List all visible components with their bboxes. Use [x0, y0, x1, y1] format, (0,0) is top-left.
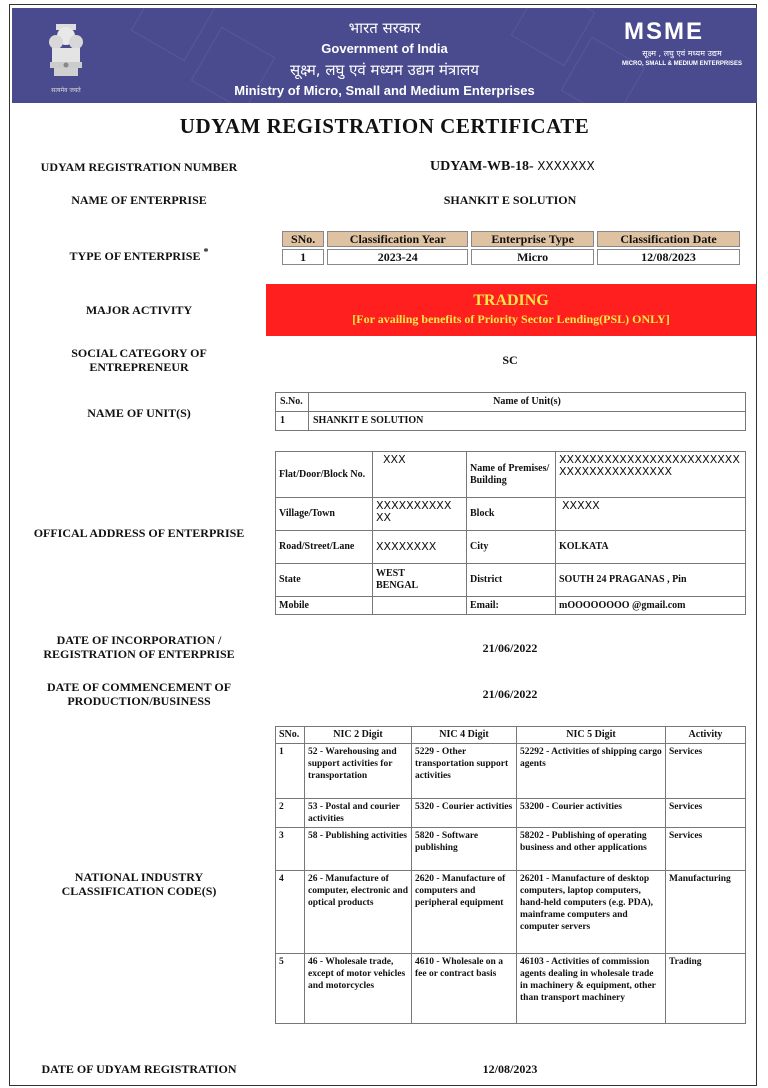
incorporation-date-label [20, 633, 258, 661]
government-english: Government of India [321, 41, 448, 56]
commencement-date-label-line1: DATE OF COMMENCEMENT OF [46, 680, 232, 694]
nic-2digit: 58 - Publishing activities [305, 828, 412, 871]
units-header-name: Name of Unit(s) [309, 393, 746, 412]
premises-label: Name of Premises/ Building [467, 452, 556, 498]
nic-sno: 2 [276, 799, 305, 828]
premises-value-line2: XXXXXXXXXXXXXXX [559, 465, 673, 478]
premises-value [556, 452, 746, 498]
table-row [276, 799, 746, 828]
road-label: Road/Street/Lane [276, 531, 373, 564]
nic-header-2digit: NIC 2 Digit [305, 727, 412, 744]
road-value: XXXXXXXX [373, 531, 467, 564]
social-category-label-line2: ENTREPRENEUR [89, 360, 189, 374]
classification-header-type: Enterprise Type [471, 231, 594, 247]
village-value [373, 498, 467, 531]
enterprise-name-value: SHANKIT E SOLUTION [443, 193, 577, 207]
classification-type: Micro [471, 249, 594, 265]
reg-number-suffix: XXXXXXX [537, 159, 595, 173]
government-hindi: भारत सरकार [348, 19, 421, 37]
nic-5digit: 26201 - Manufacture of desktop computers, laptop computers, hand-held computers (e.g. PDA), mainframe computers and computer servers [517, 871, 666, 954]
commencement-date-value: 21/06/2022 [482, 687, 538, 701]
nic-header-activity: Activity [666, 727, 746, 744]
state-value-line2: BENGAL [376, 580, 419, 591]
commencement-date-label [20, 680, 258, 708]
msme-logo: MSME [624, 18, 704, 45]
nic-header-5digit: NIC 5 Digit [517, 727, 666, 744]
nic-header-sno: SNo. [276, 727, 305, 744]
social-category-label-line1: SOCIAL CATEGORY OF [71, 346, 207, 360]
nic-5digit: 53200 - Courier activities [517, 799, 666, 828]
units-header-sno: S.No. [276, 393, 309, 412]
district-value: SOUTH 24 PRAGANAS , Pin [556, 564, 746, 597]
table-row [276, 744, 746, 799]
nic-activity: Manufacturing [666, 871, 746, 954]
email-label: Email: [467, 597, 556, 615]
incorporation-date-value: 21/06/2022 [482, 641, 538, 655]
classification-header-sno: SNo. [282, 231, 324, 247]
ministry-hindi: सूक्ष्म, लघु एवं मध्यम उद्यम मंत्रालय [290, 61, 479, 79]
nic-5digit: 46103 - Activities of commission agents dealing in wholesale trade in machinery & equipment, other than transport machinery [517, 954, 666, 1024]
classification-header-year: Classification Year [327, 231, 468, 247]
enterprise-type-label [20, 246, 258, 263]
state-label: State [276, 564, 373, 597]
village-value-line1: XXXXXXXXXX [376, 499, 452, 512]
unit-sno: 1 [276, 412, 309, 431]
village-value-line2: XX [376, 511, 392, 524]
classification-date: 12/08/2023 [597, 249, 740, 265]
nic-5digit: 58202 - Publishing of operating business and other applications [517, 828, 666, 871]
nic-4digit: 2620 - Manufacture of computers and peripheral equipment [412, 871, 517, 954]
ministry-english: Ministry of Micro, Small and Medium Enterprises [234, 83, 535, 98]
nic-4digit: 5820 - Software publishing [412, 828, 517, 871]
flat-value: XXX [373, 452, 467, 498]
enterprise-type-mark: * [203, 247, 209, 258]
emblem-caption: सत्यमेव जयते [51, 87, 81, 94]
major-activity-subtitle: [For availing benefits of Priority Sector Lending(PSL) ONLY] [352, 312, 670, 326]
commencement-date-label-line2: PRODUCTION/BUSINESS [67, 694, 211, 708]
enterprise-type-label-text: TYPE OF ENTERPRISE [69, 249, 201, 263]
city-label: City [467, 531, 556, 564]
table-row [276, 828, 746, 871]
major-activity-label: MAJOR ACTIVITY [85, 303, 193, 317]
nic-sno: 3 [276, 828, 305, 871]
unit-name: SHANKIT E SOLUTION [309, 412, 746, 431]
msme-english: MICRO, SMALL & MEDIUM ENTERPRISES [622, 61, 742, 67]
nic-label-line1: NATIONAL INDUSTRY [74, 870, 204, 884]
flat-label: Flat/Door/Block No. [276, 452, 373, 498]
nic-activity: Services [666, 799, 746, 828]
social-category-value: SC [502, 353, 518, 367]
major-activity-box [266, 284, 756, 336]
nic-5digit: 52292 - Activities of shipping cargo agents [517, 744, 666, 799]
nic-4digit: 4610 - Wholesale on a fee or contract basis [412, 954, 517, 1024]
nic-sno: 1 [276, 744, 305, 799]
city-value: KOLKATA [556, 531, 746, 564]
nic-2digit: 53 - Postal and courier activities [305, 799, 412, 828]
village-label: Village/Town [276, 498, 373, 531]
nic-header-4digit: NIC 4 Digit [412, 727, 517, 744]
district-label: District [467, 564, 556, 597]
nic-sno: 5 [276, 954, 305, 1024]
nic-label [20, 870, 258, 898]
nic-2digit: 26 - Manufacture of computer, electronic and optical products [305, 871, 412, 954]
classification-sno: 1 [282, 249, 324, 265]
state-value [373, 564, 467, 597]
reg-number-prefix: UDYAM-WB-18- [430, 159, 534, 174]
units-label: NAME OF UNIT(S) [87, 406, 191, 420]
block-label: Block [467, 498, 556, 531]
major-activity-title: TRADING [473, 292, 549, 309]
nic-4digit: 5320 - Courier activities [412, 799, 517, 828]
enterprise-name-label: NAME OF ENTERPRISE [71, 193, 207, 207]
msme-hindi: सूक्ष्म , लघु एवं मध्यम उद्यम [642, 49, 722, 58]
units-table [275, 392, 746, 431]
nic-4digit: 5229 - Other transportation support activities [412, 744, 517, 799]
udyam-date-value: 12/08/2023 [482, 1062, 538, 1076]
classification-header-date: Classification Date [597, 231, 740, 247]
incorporation-date-label-line2: REGISTRATION OF ENTERPRISE [43, 647, 235, 661]
mobile-label: Mobile [276, 597, 373, 615]
nic-2digit: 46 - Wholesale trade, except of motor vehicles and motorcycles [305, 954, 412, 1024]
address-table [275, 451, 746, 615]
nic-label-line2: CLASSIFICATION CODE(S) [61, 884, 217, 898]
certificate-title: UDYAM REGISTRATION CERTIFICATE [179, 114, 590, 138]
nic-sno: 4 [276, 871, 305, 954]
table-row [276, 871, 746, 954]
nic-activity: Services [666, 744, 746, 799]
social-category-label [20, 346, 258, 374]
address-label: OFFICAL ADDRESS OF ENTERPRISE [33, 526, 245, 540]
nic-table [275, 726, 746, 1024]
incorporation-date-label-line1: DATE OF INCORPORATION / [56, 633, 222, 647]
mobile-value [373, 597, 467, 615]
reg-number-value [430, 159, 630, 174]
classification-table [279, 229, 743, 267]
reg-number-label: UDYAM REGISTRATION NUMBER [40, 160, 238, 174]
header-banner [12, 8, 757, 103]
block-value: XXXXX [556, 498, 746, 531]
email-value: mOOOOOOOO @gmail.com [556, 597, 746, 615]
state-value-line1: WEST [376, 568, 405, 579]
table-row [276, 954, 746, 1024]
nic-activity: Services [666, 828, 746, 871]
premises-value-line1: XXXXXXXXXXXXXXXXXXXXXXXX [559, 453, 740, 466]
nic-2digit: 52 - Warehousing and support activities for transportation [305, 744, 412, 799]
udyam-date-label: DATE OF UDYAM REGISTRATION [41, 1062, 237, 1076]
nic-activity: Trading [666, 954, 746, 1024]
classification-year: 2023-24 [327, 249, 468, 265]
